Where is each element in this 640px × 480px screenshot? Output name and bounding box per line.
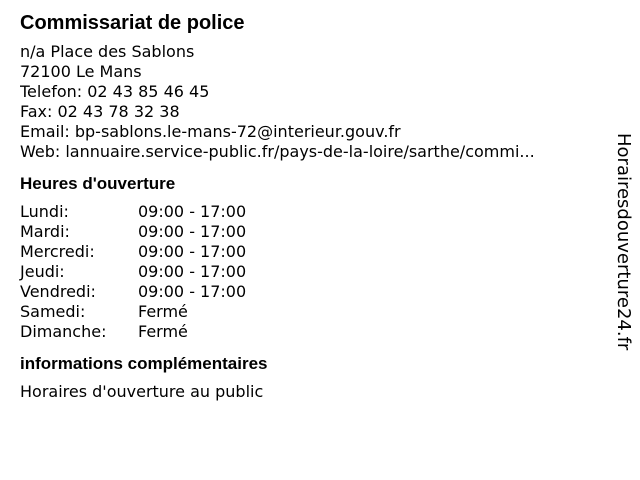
- day-label: Samedi:: [20, 302, 86, 321]
- day-hours: 09:00 - 17:00: [138, 262, 247, 281]
- day-label: Dimanche:: [20, 322, 107, 341]
- hours-row-jeudi: [20, 262, 600, 282]
- day-label: Jeudi:: [20, 262, 65, 281]
- site-brand: Horairesdouverture24.fr: [613, 133, 634, 351]
- day-label: Mercredi:: [20, 242, 95, 261]
- hours-row-samedi: [20, 302, 600, 322]
- day-label: Mardi:: [20, 222, 70, 241]
- listing-card: [20, 10, 600, 402]
- hours-row-dimanche: [20, 322, 600, 342]
- day-hours: 09:00 - 17:00: [138, 222, 247, 241]
- day-hours: 09:00 - 17:00: [138, 242, 247, 261]
- info-heading: informations complémentaires: [20, 354, 268, 373]
- day-hours: Fermé: [138, 322, 188, 341]
- hours-row-lundi: [20, 202, 600, 222]
- day-label: Lundi:: [20, 202, 69, 221]
- website-link[interactable]: Web: lannuaire.service-public.fr/pays-de-la-loire/sarthe/commi...: [20, 142, 535, 161]
- day-hours: 09:00 - 17:00: [138, 202, 247, 221]
- info-text: Horaires d'ouverture au public: [20, 382, 264, 401]
- hours-heading: Heures d'ouverture: [20, 174, 176, 193]
- day-hours: 09:00 - 17:00: [138, 282, 247, 301]
- city-postcode: 72100 Le Mans: [20, 62, 142, 81]
- contact-block: [20, 42, 600, 162]
- phone-number: Telefon: 02 43 85 46 45: [20, 82, 210, 101]
- email-address: Email: bp-sablons.le-mans-72@interieur.gouv.fr: [20, 122, 401, 141]
- hours-row-mercredi: [20, 242, 600, 262]
- hours-row-vendredi: [20, 282, 600, 302]
- day-label: Vendredi:: [20, 282, 96, 301]
- hours-row-mardi: [20, 222, 600, 242]
- street-address: n/a Place des Sablons: [20, 42, 195, 61]
- page-title: Commissariat de police: [20, 12, 245, 34]
- fax-number: Fax: 02 43 78 32 38: [20, 102, 180, 121]
- opening-hours-table: [20, 202, 600, 342]
- day-hours: Fermé: [138, 302, 188, 321]
